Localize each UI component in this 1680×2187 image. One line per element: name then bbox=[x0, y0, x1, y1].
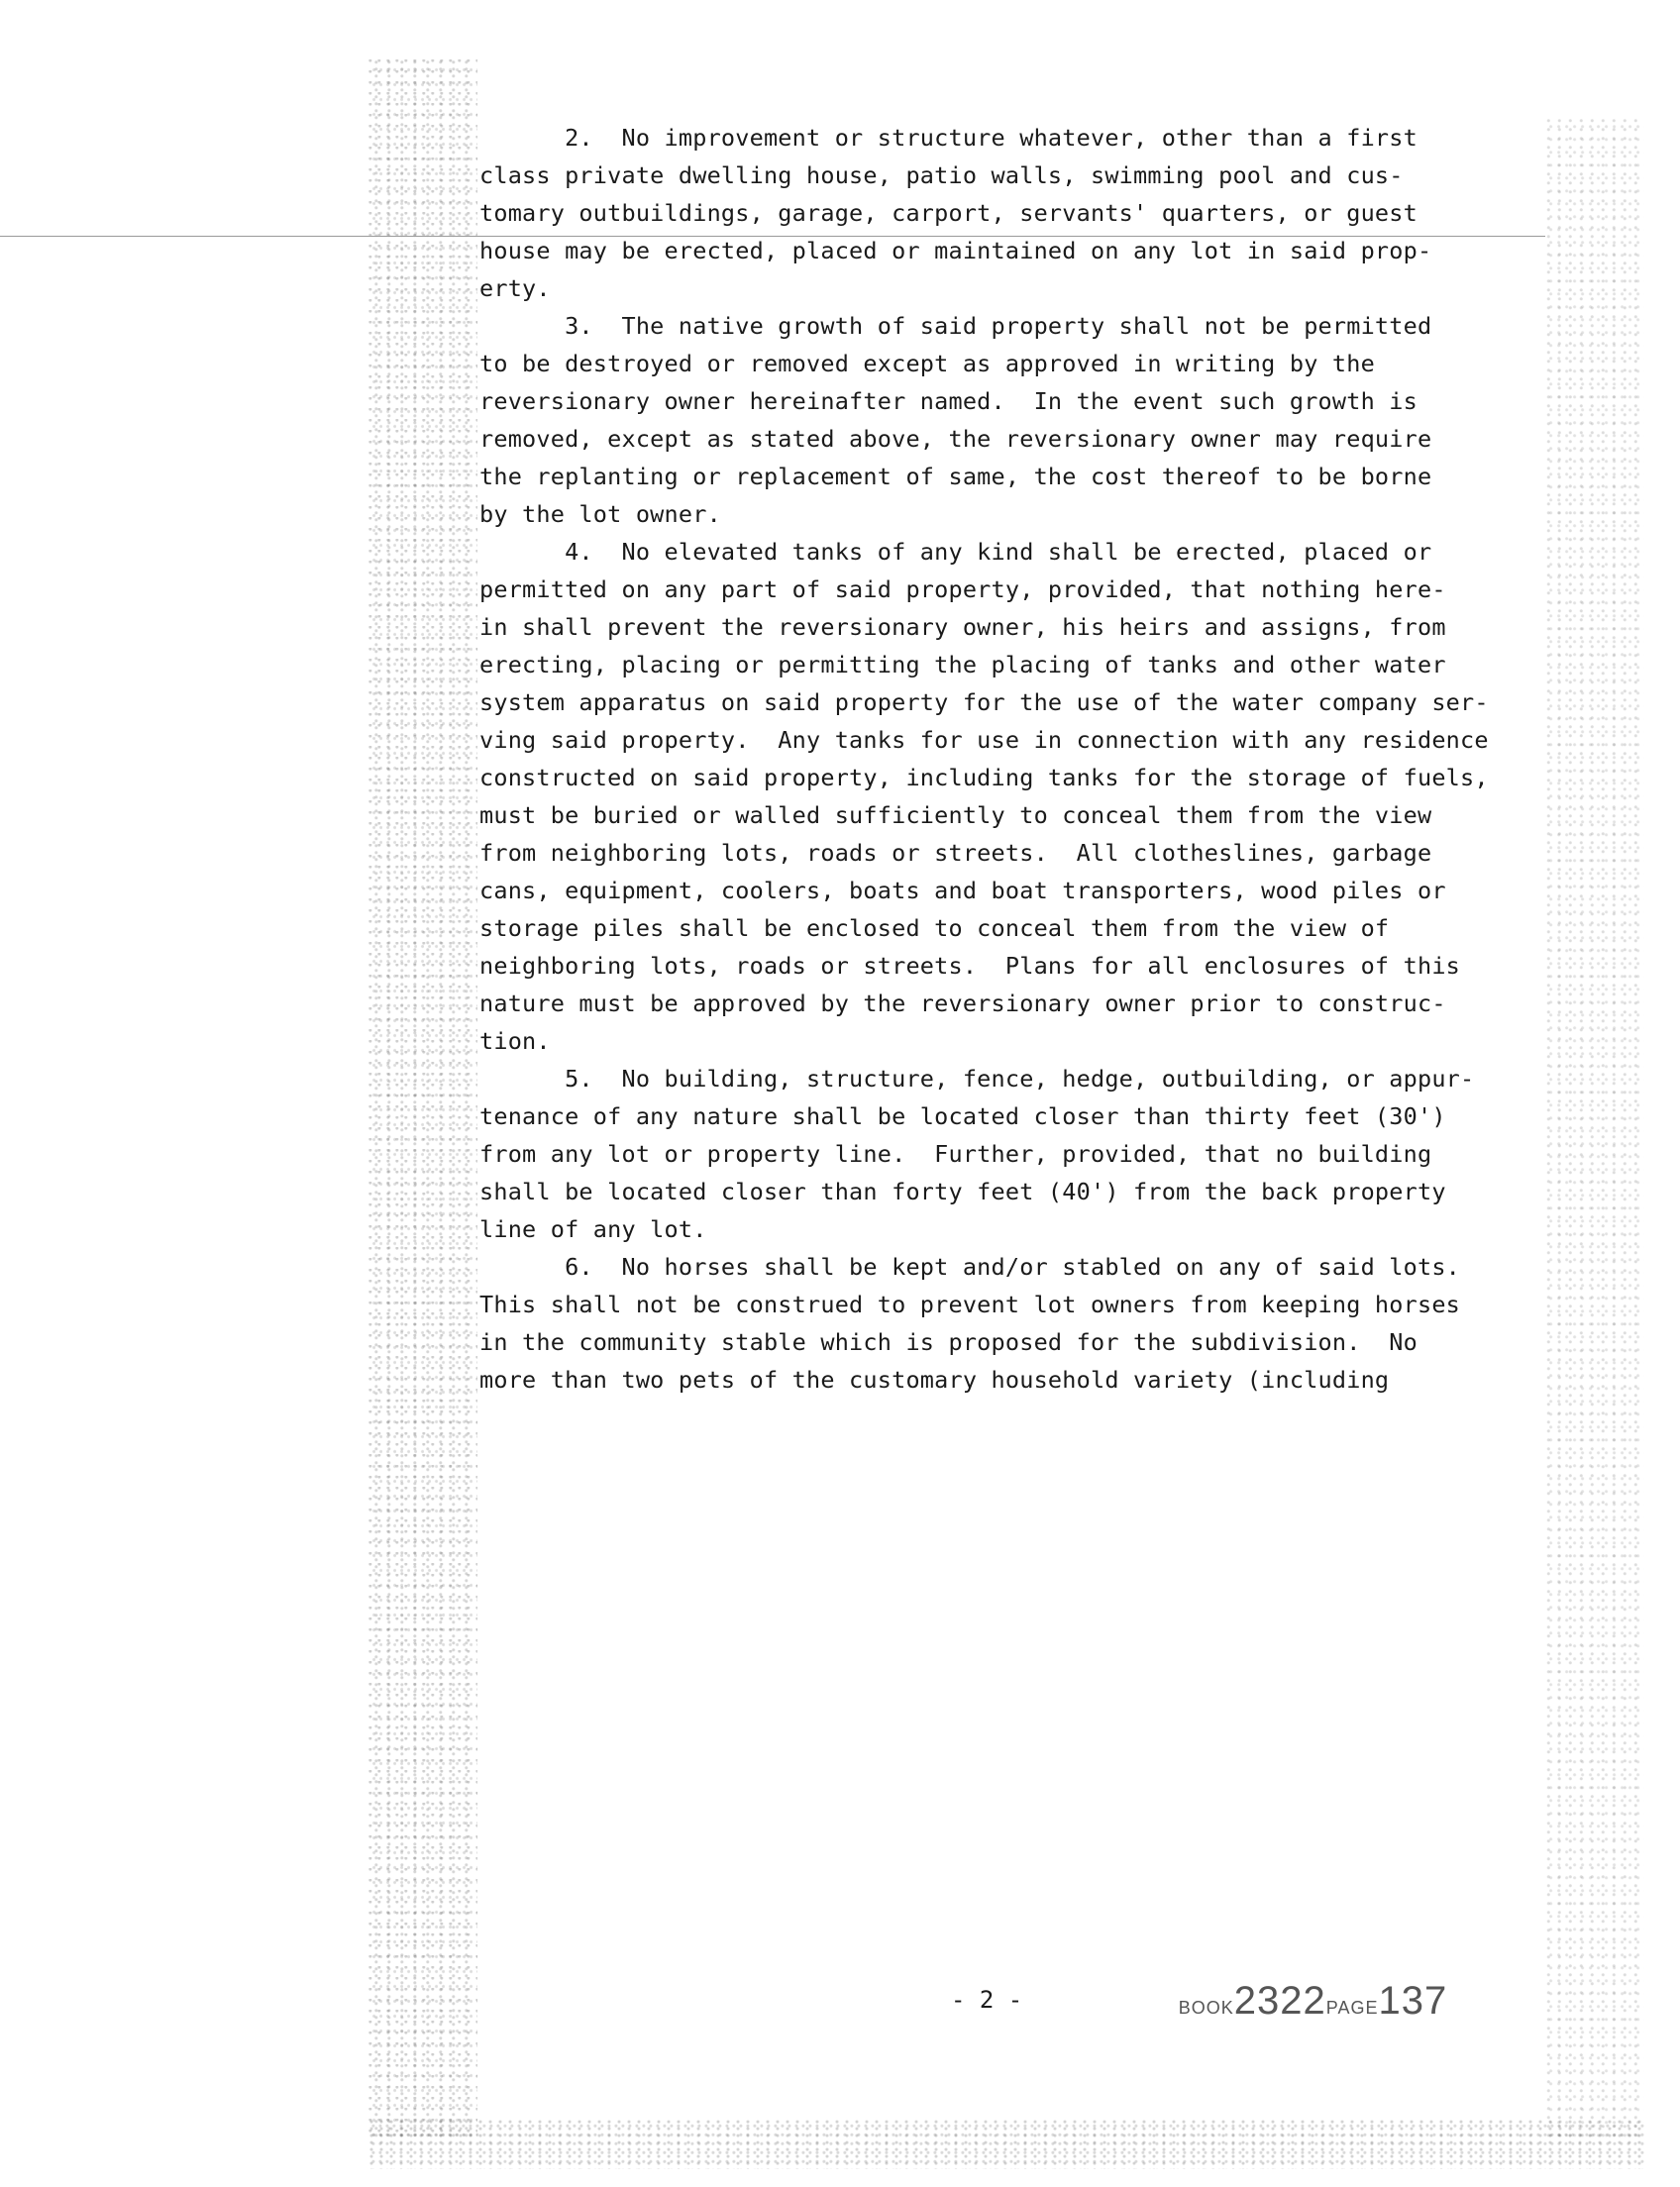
text-line: in shall prevent the reversionary owner, his heirs and assigns, from bbox=[479, 613, 1446, 641]
text-line: 3. The native growth of said property shall not be permitted bbox=[479, 312, 1432, 340]
text-line: house may be erected, placed or maintained on any lot in said prop- bbox=[479, 237, 1432, 264]
book-number: 2322 bbox=[1233, 1979, 1326, 2023]
text-line: tomary outbuildings, garage, carport, servants' quarters, or guest bbox=[479, 199, 1418, 227]
text-line: must be buried or walled sufficiently to conceal them from the view bbox=[479, 801, 1432, 829]
text-line: erecting, placing or permitting the placing of tanks and other water bbox=[479, 651, 1446, 678]
text-line: neighboring lots, roads or streets. Plans for all enclosures of this bbox=[479, 952, 1461, 980]
text-line: line of any lot. bbox=[479, 1215, 707, 1243]
page-number: - 2 - bbox=[951, 1986, 1023, 2014]
page-label: PAGE bbox=[1325, 1998, 1379, 2018]
text-line: erty. bbox=[479, 274, 551, 302]
text-line: This shall not be construed to prevent lot owners from keeping horses bbox=[479, 1291, 1461, 1318]
text-line: tenance of any nature shall be located closer than thirty feet (30') bbox=[479, 1102, 1446, 1130]
text-line: constructed on said property, including tanks for the storage of fuels, bbox=[479, 764, 1489, 791]
text-line: nature must be approved by the reversionary owner prior to construc- bbox=[479, 989, 1446, 1017]
text-line: by the lot owner. bbox=[479, 500, 721, 528]
text-line: the replanting or replacement of same, the cost thereof to be borne bbox=[479, 463, 1432, 490]
text-line: more than two pets of the customary household variety (including bbox=[479, 1366, 1390, 1394]
text-line: storage piles shall be enclosed to conceal them from the view of bbox=[479, 914, 1390, 942]
text-line: to be destroyed or removed except as approved in writing by the bbox=[479, 350, 1375, 377]
text-line: from any lot or property line. Further, provided, that no building bbox=[479, 1140, 1432, 1168]
text-line: cans, equipment, coolers, boats and boat transporters, wood piles or bbox=[479, 877, 1446, 904]
text-line: reversionary owner hereinafter named. In the event such growth is bbox=[479, 387, 1418, 415]
text-line: class private dwelling house, patio walls, swimming pool and cus- bbox=[479, 161, 1404, 189]
text-line: removed, except as stated above, the reversionary owner may require bbox=[479, 425, 1432, 453]
scan-noise-left bbox=[368, 59, 477, 2139]
text-line: 4. No elevated tanks of any kind shall be erected, placed or bbox=[479, 538, 1432, 566]
text-line: 2. No improvement or structure whatever, other than a first bbox=[479, 124, 1418, 152]
text-line: 5. No building, structure, fence, hedge, outbuilding, or appur- bbox=[479, 1065, 1475, 1093]
text-line: system apparatus on said property for the use of the water company ser- bbox=[479, 688, 1489, 716]
text-line: in the community stable which is proposed for the subdivision. No bbox=[479, 1328, 1418, 1356]
text-line: 6. No horses shall be kept and/or stabled on any of said lots. bbox=[479, 1253, 1461, 1281]
text-line: permitted on any part of said property, provided, that nothing here- bbox=[479, 575, 1446, 603]
text-line: tion. bbox=[479, 1027, 551, 1055]
book-label: BOOK bbox=[1178, 1998, 1234, 2018]
recording-page-number: 137 bbox=[1378, 1979, 1448, 2023]
text-line: shall be located closer than forty feet (40') from the back property bbox=[479, 1178, 1446, 1205]
book-page-reference bbox=[1161, 1961, 1447, 2041]
text-line: ving said property. Any tanks for use in connection with any residence bbox=[479, 726, 1489, 754]
scan-noise-right bbox=[1545, 119, 1644, 2139]
scan-noise-bottom bbox=[368, 2120, 1646, 2169]
text-line: from neighboring lots, roads or streets. All clotheslines, garbage bbox=[479, 839, 1432, 867]
